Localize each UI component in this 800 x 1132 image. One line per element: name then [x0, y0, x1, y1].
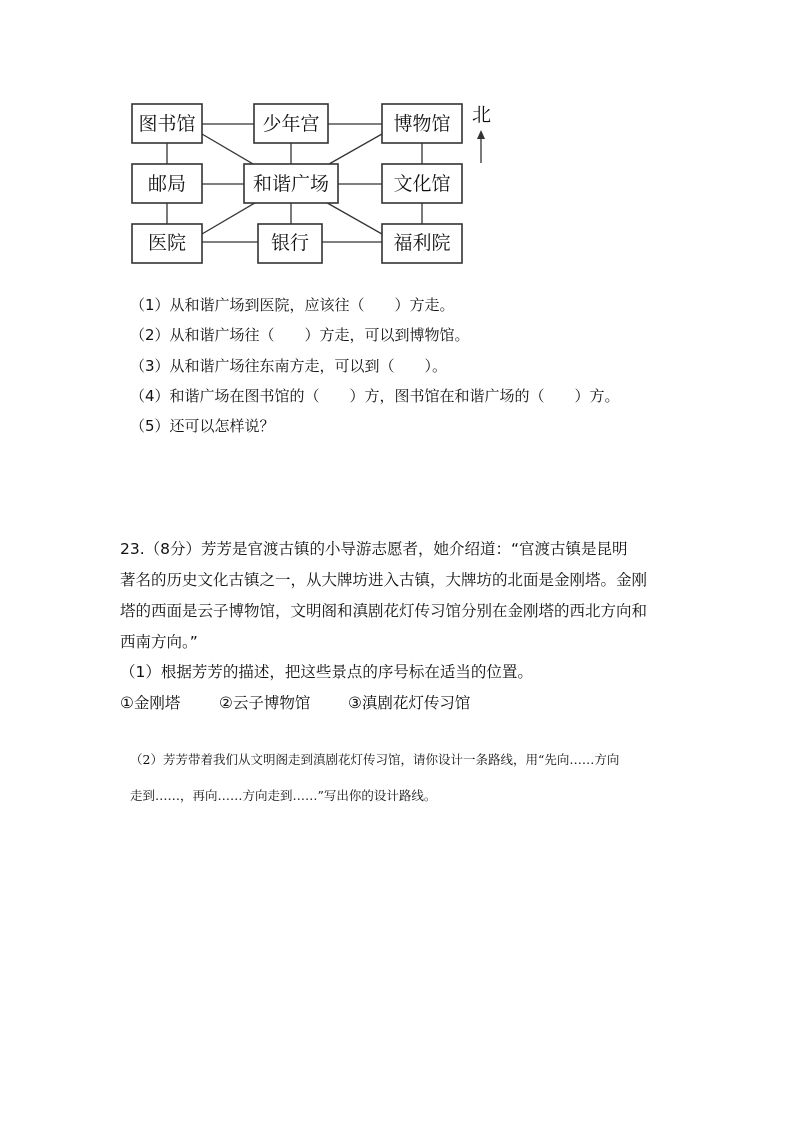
q23-sub2-line-2: 走到……，再向……方向走到……”写出你的设计路线。 — [130, 788, 437, 803]
map-label-hospital: 医院 — [147, 232, 187, 254]
q23-paragraph-line-2: 著名的历史文化古镇之一，从大牌坊进入古镇，大牌坊的北面是金刚塔。金刚 — [120, 571, 648, 589]
map-label-youth-palace: 少年宫 — [262, 113, 320, 135]
map-box-museum — [382, 104, 462, 143]
map-label-museum: 博物馆 — [393, 113, 451, 135]
map-box-hospital — [132, 224, 202, 263]
map-label-bank: 银行 — [270, 232, 310, 254]
q22-sub5: （5）还可以怎样说？ — [130, 417, 275, 435]
q22-sub1: （1）从和谐广场到医院，应该往（ ）方走。 — [130, 296, 455, 314]
line-library-square — [202, 134, 260, 168]
map-label-post-office: 邮局 — [147, 173, 187, 195]
map-box-post-office — [132, 164, 202, 203]
map-label-library: 图书馆 — [138, 113, 196, 135]
map-box-library — [132, 104, 202, 143]
q23-paragraph-line-3: 塔的西面是云子博物馆，文明阁和滇剧花灯传习馆分别在金刚塔的西北方向和 — [120, 602, 648, 620]
map-box-square — [244, 164, 338, 203]
q23-option-1: ①金刚塔 — [120, 694, 181, 712]
map-box-bank — [258, 224, 322, 263]
map-box-welfare-home — [382, 224, 462, 263]
q22-sub2: （2）从和谐广场往（ ）方走，可以到博物馆。 — [130, 326, 470, 344]
map-label-culture-hall: 文化馆 — [393, 173, 451, 195]
line-welfare-square — [322, 200, 382, 234]
q22-sub4: （4）和谐广场在图书馆的（ ）方，图书馆在和谐广场的（ ）方。 — [130, 387, 620, 405]
q23-option-3: ③滇剧花灯传习馆 — [348, 694, 471, 712]
q23-sub2-line-1: （2）芳芳带着我们从文明阁走到滇剧花灯传习馆，请你设计一条路线，用“先向……方向 — [130, 752, 620, 767]
place-map-diagram — [0, 0, 800, 280]
map-label-welfare-home: 福利院 — [393, 232, 451, 254]
line-museum-square — [322, 134, 382, 168]
q22-sub3: （3）从和谐广场往东南方走，可以到（ ）。 — [130, 357, 448, 375]
q23-option-2: ②云子博物馆 — [219, 694, 311, 712]
q23-paragraph-line-1: 23.（8分）芳芳是官渡古镇的小导游志愿者，她介绍道：“官渡古镇是昆明 — [120, 540, 628, 558]
map-box-culture-hall — [382, 164, 462, 203]
map-label-square: 和谐广场 — [252, 173, 330, 195]
north-indicator — [472, 104, 491, 163]
north-arrowhead-icon — [477, 130, 485, 139]
north-label: 北 — [472, 104, 492, 126]
q23-paragraph-line-4: 西南方向。” — [120, 633, 198, 651]
line-hospital-square — [202, 200, 260, 234]
q23-sub1: （1）根据芳芳的描述，把这些景点的序号标在适当的位置。 — [120, 663, 533, 681]
map-box-youth-palace — [254, 104, 328, 143]
